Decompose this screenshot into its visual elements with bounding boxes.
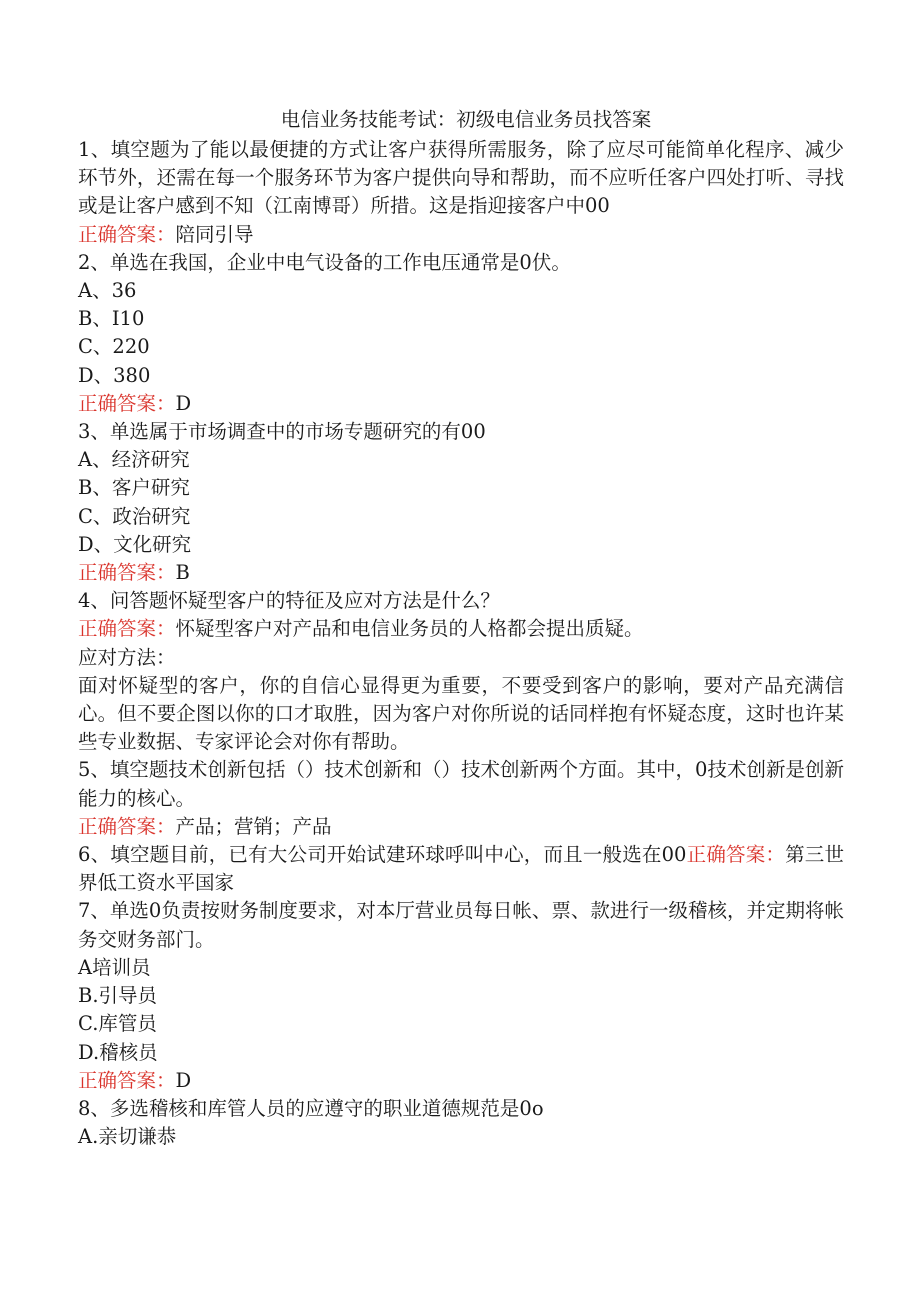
answer-label: 正确答案：: [686, 843, 786, 867]
answer-label: 正确答案：: [78, 814, 176, 838]
question-1-answer: [78, 221, 844, 249]
question-8-text: 8、多选稽核和库管人员的应遵守的职业道德规范是0o: [78, 1096, 544, 1120]
option: A.亲切谦恭: [78, 1125, 177, 1149]
option: D、380: [78, 363, 151, 387]
answer-label: 正确答案：: [78, 617, 176, 641]
answer-label: 正确答案：: [78, 391, 176, 415]
answer-label: 正确答案：: [78, 1068, 176, 1092]
question-4-answer: [78, 615, 844, 643]
question-7-text: 7、单选0负责按财务制度要求，对本厅营业员每日帐、票、款进行一级稽核，并定期将帐务交财务部门。: [78, 899, 844, 951]
question-4-extra-heading: 应对方法：: [78, 645, 176, 669]
option: A、36: [78, 279, 137, 303]
question-2-answer: [78, 390, 844, 418]
question-3-answer: [78, 559, 844, 587]
question-2-text: 2、单选在我国，企业中电气设备的工作电压通常是0伏。: [78, 250, 571, 274]
question-6-text: [78, 841, 844, 897]
answer-value: D: [175, 391, 192, 415]
answer-value: 第三世界低工资水平国家: [78, 843, 844, 895]
option: B.引导员: [78, 984, 158, 1008]
option: C、220: [78, 335, 150, 359]
question-6-body: 6、填空题目前，已有大公司开始试建环球呼叫中心，而且一般选在00: [78, 843, 687, 867]
question-5-answer: [78, 813, 844, 841]
answer-value: 陪同引导: [175, 222, 254, 246]
option: B、客户研究: [78, 476, 190, 500]
question-4-extra-body: 面对怀疑型的客户，你的自信心显得更为重要，不要受到客户的影响，要对产品充满信心。但不要企图以你的口才取胜，因为客户对你所说的话同样抱有怀疑态度，这时也许某些专业数据、专家评论会对你有帮助。: [78, 673, 844, 754]
option: D.稽核员: [78, 1040, 158, 1064]
answer-value: 怀疑型客户对产品和电信业务员的人格都会提出质疑。: [175, 617, 644, 641]
option: C.库管员: [78, 1012, 157, 1036]
answer-value: B: [175, 561, 190, 585]
question-4-text: 4、问答题怀疑型客户的特征及应对方法是什么？: [78, 589, 500, 613]
answer-label: 正确答案：: [78, 561, 176, 585]
answer-value: D: [175, 1068, 192, 1092]
answer-label: 正确答案：: [78, 222, 176, 246]
option: A、经济研究: [78, 448, 190, 472]
option: D、文化研究: [78, 532, 192, 556]
option: C、政治研究: [78, 504, 191, 528]
question-7-answer: [78, 1067, 844, 1095]
option: A培训员: [78, 955, 151, 979]
document-title: 电信业务技能考试：初级电信业务员找答案: [280, 108, 652, 131]
document-page: [78, 106, 844, 1151]
question-1-text: 1、填空题为了能以最便捷的方式让客户获得所需服务，除了应尽可能简单化程序、减少环节外，还需在每一个服务环节为客户提供向导和帮助，而不应听任客户四处打听、寻找或是让客户感到不知（江南博哥）所措。这是指迎接客户中00: [78, 138, 844, 218]
question-3-text: 3、单选属于市场调查中的市场专题研究的有00: [78, 420, 486, 444]
question-5-text: 5、填空题技术创新包括（）技术创新和（）技术创新两个方面。其中，0技术创新是创新能力的核心。: [78, 758, 844, 810]
answer-value: 产品；营销；产品: [175, 814, 332, 838]
option: B、I10: [78, 307, 145, 331]
